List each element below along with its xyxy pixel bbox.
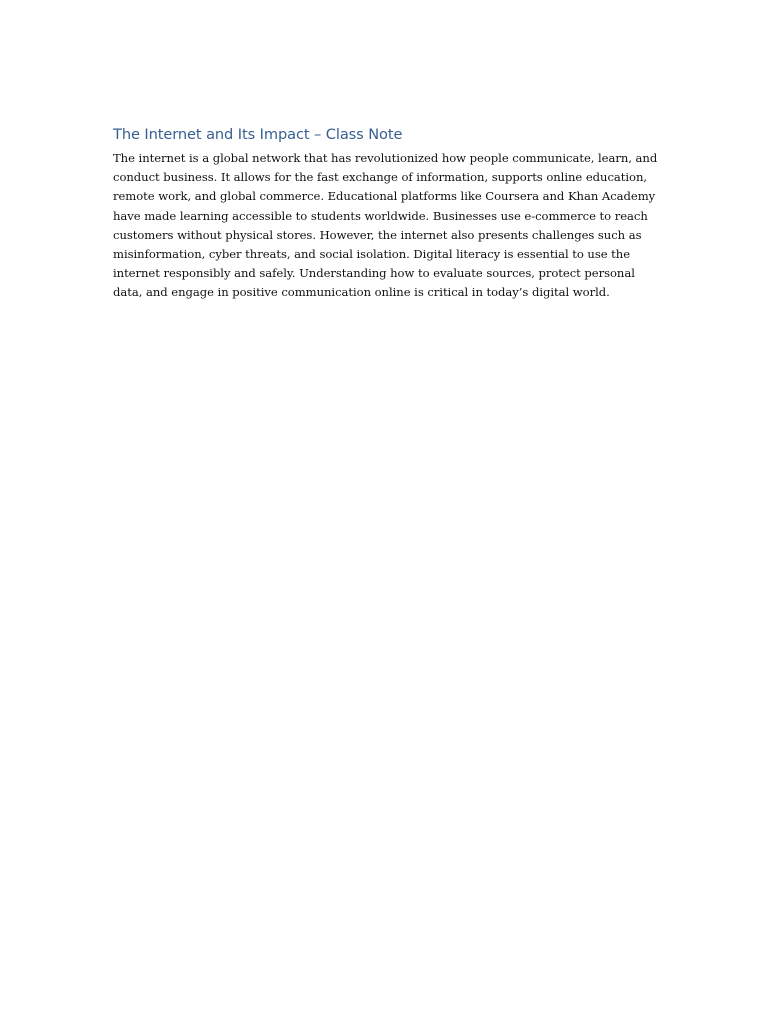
document-content: [113, 124, 658, 303]
document-title: The Internet and Its Impact – Class Note: [113, 126, 403, 143]
document-body-paragraph: The internet is a global network that has revolutionized how people communicate, learn, and conduct business. It allows for the fast exchange of information, supports online education, remote work, and global commerce. Educational platforms like Coursera and Khan Academy have made learning accessible to students worldwide. Businesses use e-commerce to reach customers without physical stores. However, the internet also presents challenges such as misinformation, cyber threats, and social isolation. Digital literacy is essential to use the internet responsibly and safely. Understanding how to evaluate sources, protect personal data, and engage in positive communication online is critical in today’s digital world.: [113, 151, 658, 300]
